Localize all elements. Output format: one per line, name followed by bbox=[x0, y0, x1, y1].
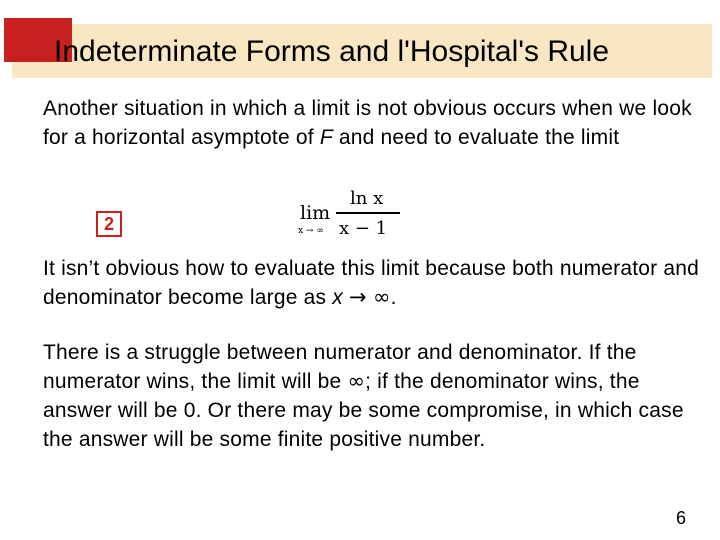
limit-formula bbox=[298, 188, 406, 244]
page-number: 6 bbox=[676, 508, 687, 528]
limit-operator: lim bbox=[300, 202, 331, 224]
paragraph-two-end: . bbox=[390, 286, 397, 309]
infinity-symbol-2: ∞ bbox=[347, 369, 366, 393]
intro-var-f: F bbox=[319, 126, 333, 149]
intro-paragraph bbox=[43, 94, 703, 152]
arrow-symbol: → bbox=[349, 285, 367, 309]
intro-text-b: and need to evaluate the limit bbox=[332, 126, 620, 149]
equation-number: 2 bbox=[96, 211, 122, 237]
paragraph-two bbox=[43, 254, 703, 312]
fraction-denominator: x − 1 bbox=[339, 218, 388, 239]
infinity-symbol: ∞ bbox=[372, 285, 391, 309]
fraction-bar bbox=[336, 212, 400, 214]
limit-subscript: x → ∞ bbox=[298, 226, 324, 236]
paragraph-three-text-a: There is a struggle between numerator and denominator. If the numerator wins, the limit will be bbox=[43, 341, 637, 393]
paragraph-two-var-x: x bbox=[332, 286, 343, 309]
fraction-numerator: ln x bbox=[350, 188, 384, 209]
paragraph-three-text-b: ; if the denominator wins, the answer will be 0. Or there may be some compromise, in which case the answer will be some finite positive number. bbox=[43, 370, 684, 451]
paragraph-three bbox=[43, 338, 703, 454]
intro-text-a: Another situation in which a limit is not obvious occurs when we look for a horizontal asymptote of bbox=[43, 97, 692, 149]
paragraph-two-text: It isn’t obvious how to evaluate this limit because both numerator and denominator become large as bbox=[43, 257, 700, 309]
slide-title: Indeterminate Forms and l'Hospital's Rule bbox=[54, 35, 610, 68]
